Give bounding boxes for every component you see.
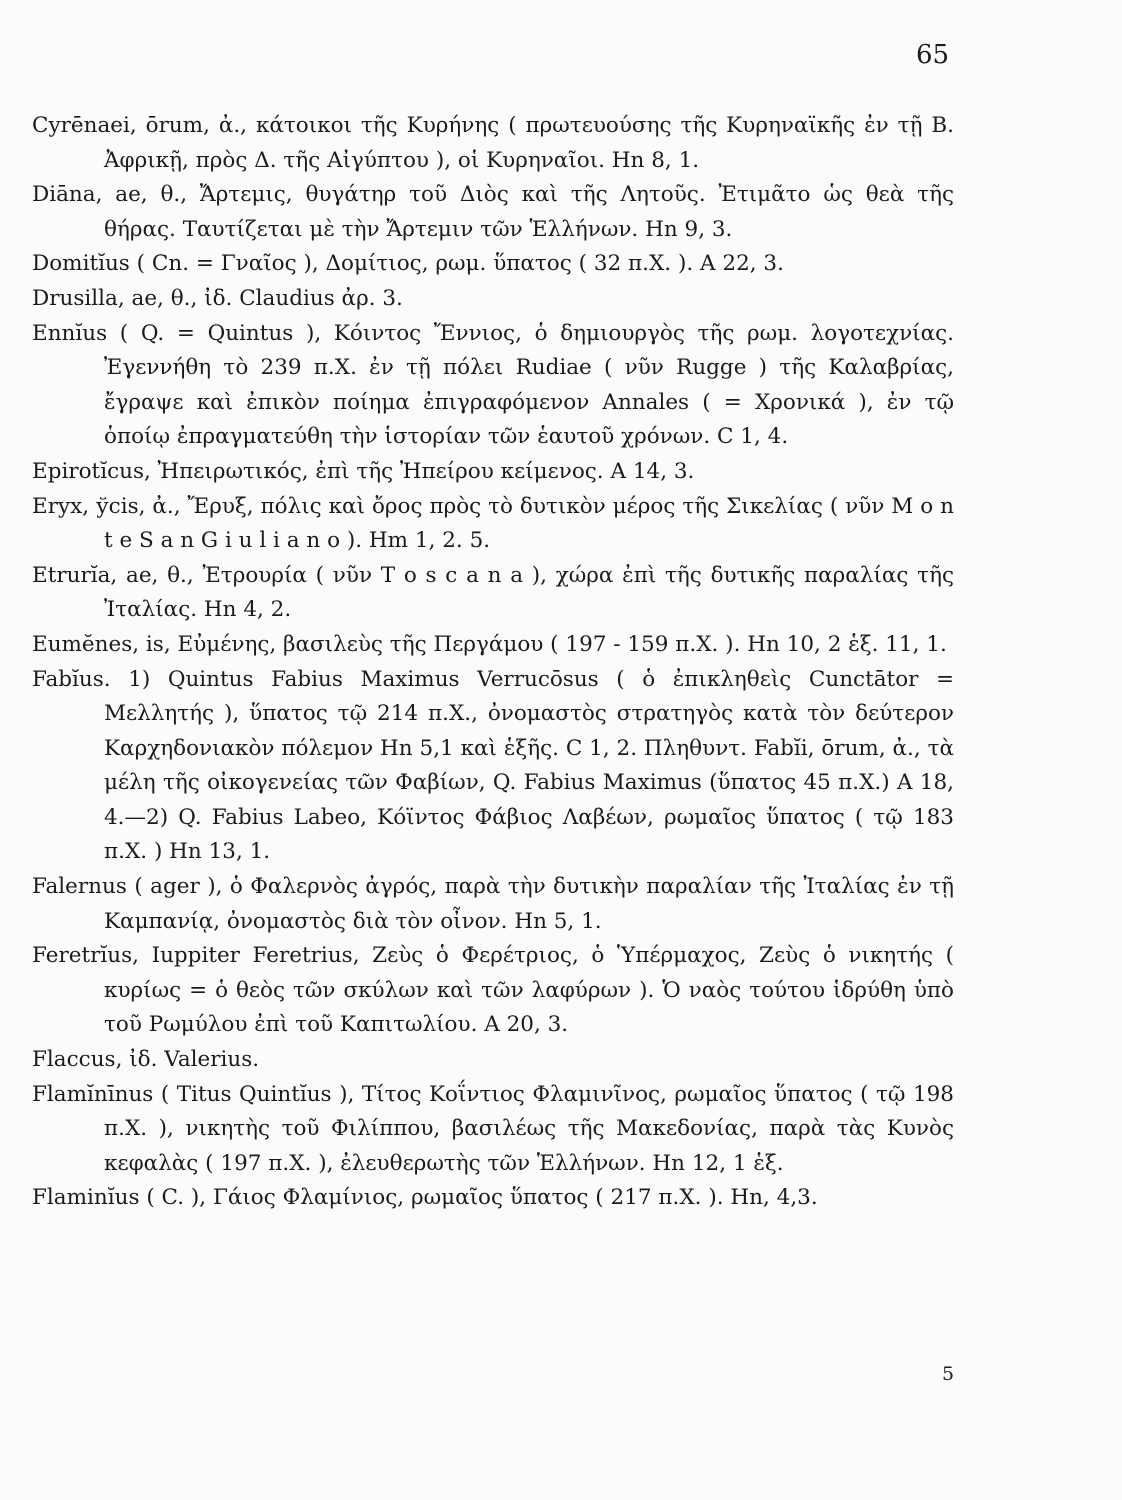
entry-list [32, 109, 954, 1216]
entry-diana: Diāna, ae, θ., Ἄρτεμις, θυγάτηρ τοῦ Διὸς καὶ τῆς Λητοῦς. Ἐτιμᾶτο ὡς θεὰ τῆς θήρας. Ταυτίζεται μὲ τὴν Ἄρτεμιν τῶν Ἑλλήνων. Hn 9, 3. [32, 182, 954, 242]
entry-flaccus: Flaccus, ἰδ. Valerius. [32, 1047, 260, 1073]
signature-mark: 5 [942, 1363, 955, 1385]
page-number: 65 [916, 40, 950, 70]
entry-ennius: Ennĭus ( Q. = Quintus ), Κόιντος Ἔννιος, ὁ δημιουργὸς τῆς ρωμ. λογοτεχνίας. Ἐγεννήθη τὸ 239 π.Χ. ἐν τῇ πόλει Rudiae ( νῦν Rugge ) τῆς Καλαβρίας, ἔγραψε καὶ ἐπικὸν ποίημα ἐπιγραφόμενον Annales ( = Χρονικά ), ἐν τῷ ὁποίῳ ἐπραγματεύθη τὴν ἱστορίαν τῶν ἑαυτοῦ χρόνων. C 1, 4. [32, 320, 954, 450]
entry-eryx: Eryx, ўcis, ἀ., Ἔρυξ, πόλις καὶ ὄρος πρὸς τὸ δυτικὸν μέρος τῆς Σικελίας ( νῦν M o n t e S a n G i u l i a n o ). Hm 1, 2. 5. [32, 493, 954, 554]
entry-flaminius: Flaminĭus ( C. ), Γάιος Φλαμίνιος, ρωμαῖος ὕπατος ( 217 π.Χ. ). Hn, 4,3. [32, 1185, 818, 1211]
entry-etruria: Etrurĭa, ae, θ., Ἐτρουρία ( νῦν T o s c a n a ), χώρα ἐπὶ τῆς δυτικῆς παραλίας τῆς Ἰταλίας. Hn 4, 2. [32, 562, 954, 623]
entry-eumenes: Eumĕnes, is, Εὐμένης, βασιλεὺς τῆς Περγάμου ( 197 - 159 π.Χ. ). Hn 10, 2 ἑξ. 11, 1. [32, 631, 947, 657]
entry-cyrenaei: Cyrēnaei, ōrum, ἀ., κάτοικοι τῆς Κυρήνης ( πρωτευούσης τῆς Κυρηναϊκῆς ἐν τῇ Β. Ἀφρικῇ, πρὸς Δ. τῆς Αἰγύπτου ), οἱ Κυρηναῖοι. Hn 8, 1. [32, 113, 954, 173]
entry-drusilla: Drusilla, ae, θ., ἰδ. Claudius ἀρ. 3. [32, 285, 403, 311]
entry-flamininus: Flamĭnīnus ( Titus Quintĭus ), Τίτος Κοΐντιος Φλαμινῖνος, ρωμαῖος ὕπατος ( τῷ 198 π.Χ. ), νικητὴς τοῦ Φιλίππου, βασιλέως τῆς Μακεδονίας, παρὰ τὰς Κυνὸς κεφαλὰς ( 197 π.Χ. ), ἐλευθερωτὴς τῶν Ἑλλήνων. Hn 12, 1 ἑξ. [32, 1081, 954, 1176]
entry-falernus: Falernus ( ager ), ὁ Φαλερνὸς ἀγρός, παρὰ τὴν δυτικὴν παραλίαν τῆς Ἰταλίας ἐν τῇ Καμπανίᾳ, ὀνομαστὸς διὰ τὸν οἶνον. Hn 5, 1. [32, 874, 954, 934]
entry-domitius: Domitĭus ( Cn. = Γναῖος ), Δομίτιος, ρωμ. ὕπατος ( 32 π.Χ. ). A 22, 3. [32, 251, 784, 277]
entry-epiroticus: Epirotĭcus, Ἠπειρωτικός, ἐπὶ τῆς Ἠπείρου κείμενος. A 14, 3. [32, 458, 695, 484]
entry-feretrius: Feretrĭus, Iuppiter Feretrius, Ζεὺς ὁ Φερέτριος, ὁ Ὑπέρμαχος, Ζεὺς ὁ νικητής ( κυρίως = ὁ θεὸς τῶν σκύλων καὶ τῶν λαφύρων ). Ὁ ναὸς τούτου ἱδρύθη ὑπὸ τοῦ Ρωμύλου ἐπὶ τοῦ Καπιτωλίου. A 20, 3. [32, 943, 954, 1038]
entry-fabius: Fabĭus. 1) Quintus Fabius Maximus Verrucōsus ( ὁ ἐπικληθεὶς Cunctātor = Μελλητής ), ὕπατος τῷ 214 π.Χ., ὀνομαστὸς στρατηγὸς κατὰ τὸν δεύτερον Καρχηδονιακὸν πόλεμον Hn 5,1 καὶ ἑξῆς. C 1, 2. Πληθυντ. Fabĭi, ōrum, ἀ., τὰ μέλη τῆς οἰκογενείας τῶν Φαβίων, Q. Fabius Maximus (ὕπατος 45 π.Χ.) A 18, 4.—2) Q. Fabius Labeo, Κόϊντος Φάβιος Λαβέων, ρωμαῖος ὕπατος ( τῷ 183 π.Χ. ) Hn 13, 1. [32, 666, 954, 865]
